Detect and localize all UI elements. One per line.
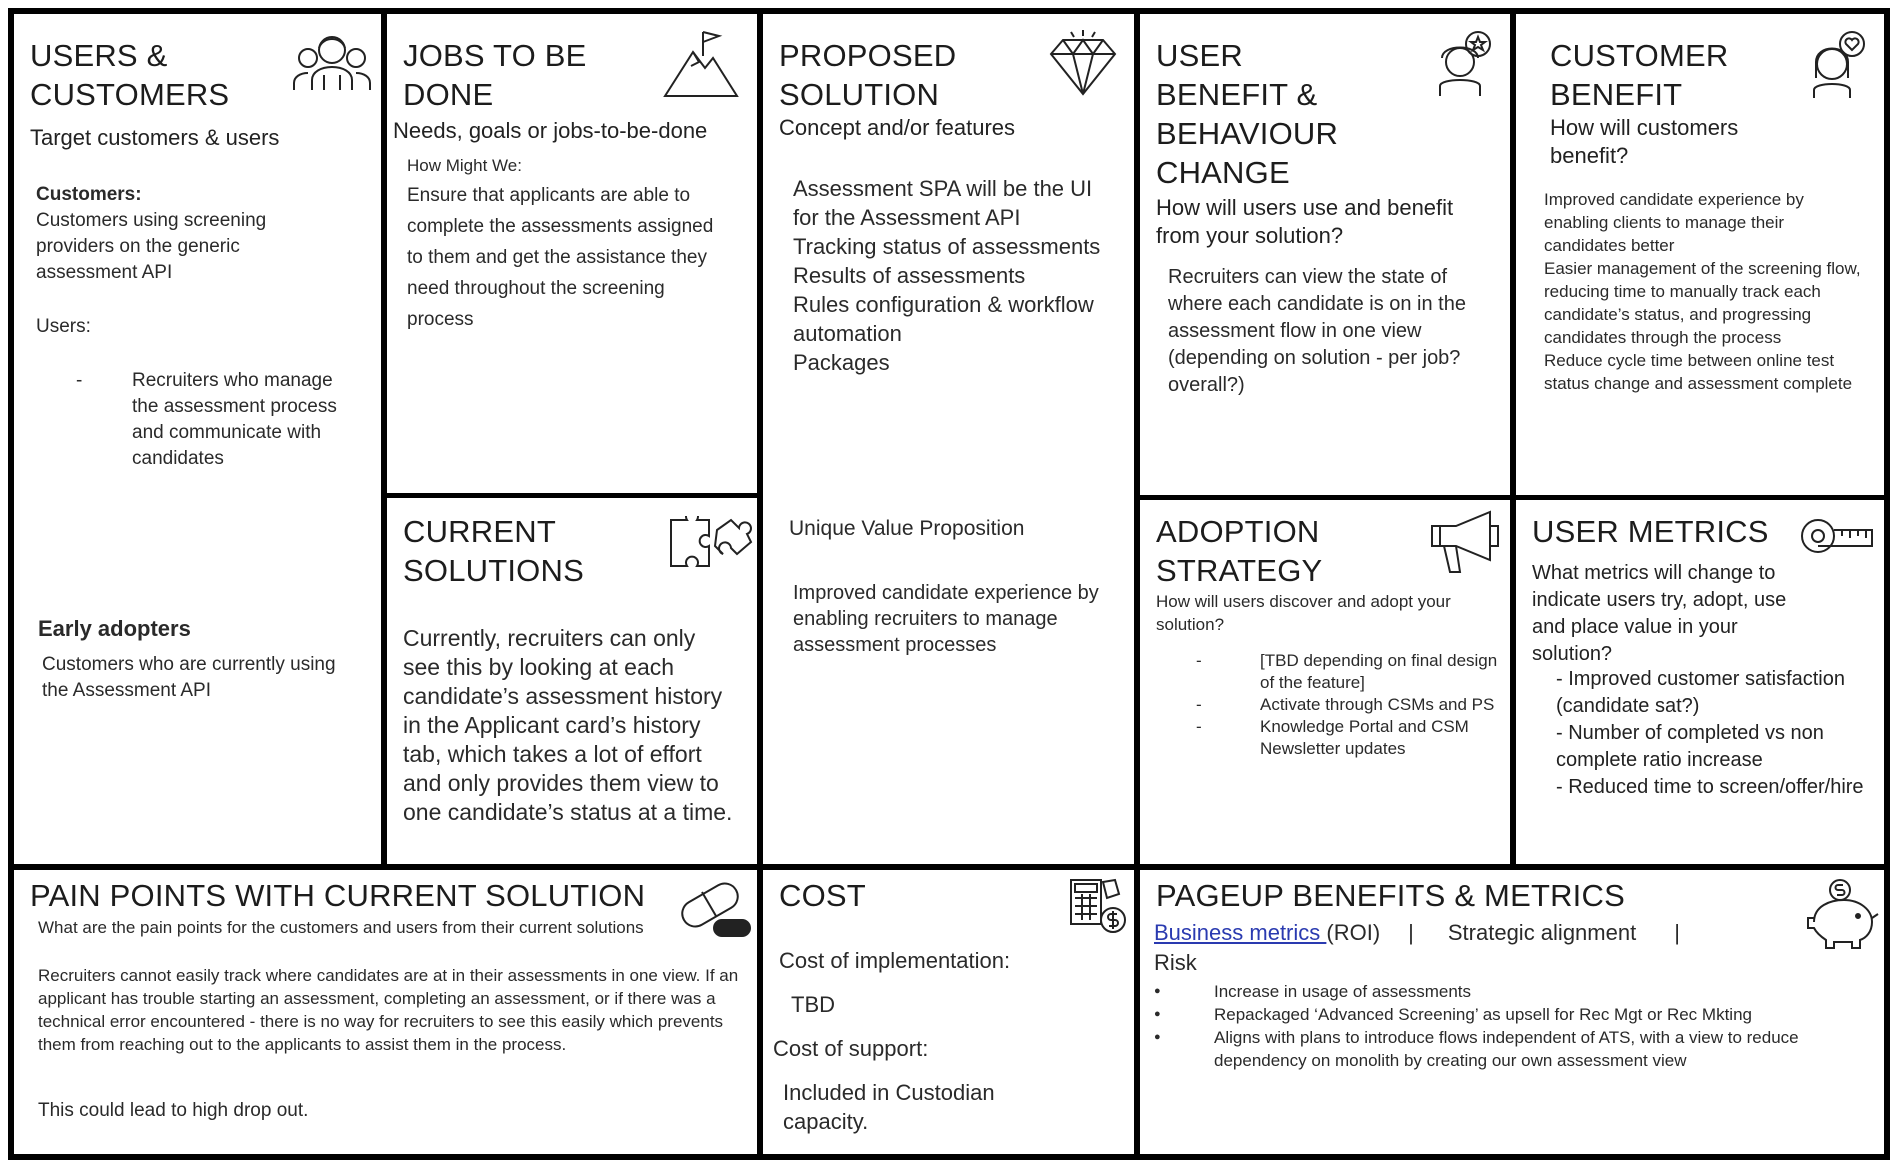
feature-item: Assessment SPA will be the UI for the Assessment API: [793, 176, 1093, 230]
title-line: CURRENT: [403, 514, 556, 549]
puzzle-icon: [669, 516, 753, 572]
cost-support-label: Cost of support:: [773, 1036, 929, 1061]
customers-heading-text: Customers:: [36, 184, 142, 205]
title-line: CUSTOMERS: [30, 77, 230, 112]
current-solutions-section: [387, 498, 757, 864]
title-line: JOBS TO BE: [403, 38, 587, 73]
how-might-we: How Might We:: [407, 156, 522, 175]
strategic-alignment-label: Strategic alignment: [1447, 920, 1637, 945]
uvp-heading: Unique Value Proposition: [789, 517, 1025, 540]
user-benefit-section: [1140, 14, 1510, 495]
metric-item: - Number of completed vs non complete ratio increase: [1556, 722, 1824, 771]
user-benefit-subtitle: How will users use and benefit from your solution?: [1156, 195, 1454, 248]
features-list: [793, 174, 1113, 377]
title-line: DONE: [403, 77, 494, 112]
title-line: PROPOSED: [779, 38, 957, 73]
megaphone-icon: [1430, 510, 1502, 576]
separator: |: [1674, 920, 1680, 945]
adoption-list: [1196, 650, 1506, 760]
jobs-text: Ensure that applicants are able to complete the assessments assigned to them and get the assistance they need throughout the screening process: [407, 185, 714, 330]
title-line: CUSTOMER: [1550, 38, 1729, 73]
pill-icon: [674, 878, 754, 940]
list-item: - Knowledge Portal and CSM Newsletter updates: [1196, 716, 1506, 760]
current-solutions-title: [403, 512, 584, 590]
roi-label: (ROI): [1326, 920, 1381, 945]
separator: |: [1408, 920, 1414, 945]
proposed-subtitle: Concept and/or features: [779, 115, 1016, 140]
customer-benefit-text: Improved candidate experience by enabling clients to manage their candidates better Easier management of the screening flow, reducing time to manually track each candidate’s status, and progressing candidates through the process Reduce cycle time between online test status change and assessment complete: [1544, 190, 1861, 393]
metric-item: - Reduced time to screen/offer/hire: [1556, 776, 1864, 798]
list-item: - Activate through CSMs and PS: [1196, 694, 1506, 716]
person-heart-icon: [1804, 28, 1868, 100]
pageup-title: PAGEUP BENEFITS & METRICS: [1156, 878, 1625, 913]
mountain-flag-icon: [663, 28, 739, 100]
pain-points-text: Recruiters cannot easily track where candidates are at in their assessments in one view. If an applicant has trouble starting an assessment, completing an assessment, or if there was a technical error encountered - there is no way for recruiters to see this easily which prevents them from reaching out to the applicants to assist them in the process.: [38, 966, 739, 1054]
customers-text: Customers using screening providers on the generic assessment API: [36, 210, 267, 283]
pageup-metric-links: [1154, 918, 1680, 947]
metric-item: - Improved customer satisfaction (candidate sat?): [1556, 668, 1845, 717]
people-group-icon: [292, 30, 372, 92]
adoption-strategy-section: [1140, 500, 1510, 864]
proposed-solution-title: [779, 36, 956, 114]
user-metrics-title: [1532, 512, 1769, 551]
risk-label: Risk: [1154, 950, 1197, 975]
user-benefit-title: [1156, 36, 1338, 192]
feature-item: Rules configuration & workflow automation: [793, 292, 1094, 346]
cost-section: [763, 870, 1134, 1154]
piggy-bank-icon: [1806, 878, 1880, 950]
title-line: CHANGE: [1156, 155, 1290, 190]
title-line: USER: [1156, 38, 1243, 73]
customer-benefit-subtitle: How will customers benefit?: [1550, 115, 1739, 168]
cost-impl-value: TBD: [791, 992, 835, 1017]
business-metrics-link[interactable]: Business metrics: [1154, 920, 1327, 945]
early-adopters-heading-text: Early adopters: [38, 616, 191, 641]
current-solutions-text: Currently, recruiters can only see this by looking at each candidate’s assessment history in the Applicant card’s history tab, which takes a lot of effort and only provides them view to one candidate’s status at a time.: [403, 625, 733, 825]
feature-item: Packages: [793, 350, 890, 375]
feature-item: Tracking status of assessments: [793, 234, 1101, 259]
title-line: SOLUTION: [779, 77, 940, 112]
border-right: [1884, 8, 1890, 1160]
pain-points-title: PAIN POINTS WITH CURRENT SOLUTION: [30, 878, 646, 913]
adoption-title: [1156, 512, 1322, 590]
customer-benefit-section: [1516, 14, 1884, 495]
user-metrics-subtitle: What metrics will change to indicate users try, adopt, use and place value in your solution?: [1532, 562, 1787, 665]
list-item: ● Aligns with plans to introduce flows independent of ATS, with a view to reduce dependency on monolith by creating our own assessment view: [1154, 1026, 1874, 1072]
pain-points-section: [14, 870, 757, 1154]
users-customers-title: [30, 36, 229, 114]
tape-measure-icon: [1800, 516, 1874, 560]
pain-points-text2: This could lead to high drop out.: [38, 1100, 309, 1121]
uvp-text: Improved candidate experience by enabling recruiters to manage assessment processes: [793, 582, 1099, 656]
pain-points-subtitle: What are the pain points for the customers and users from their current solutions: [38, 918, 644, 937]
list-item: ● Repackaged ‘Advanced Screening’ as upsell for Rec Mgt or Rec Mkting: [1154, 1003, 1874, 1026]
cost-impl-label: Cost of implementation:: [779, 948, 1011, 973]
early-adopters-text: Customers who are currently using the Assessment API: [42, 654, 336, 701]
jobs-to-be-done-section: [387, 14, 757, 493]
users-customers-section: [14, 14, 381, 864]
title-line: USER METRICS: [1532, 514, 1769, 549]
user-benefit-text: Recruiters can view the state of where each candidate is on in the assessment flow in one view (depending on solution - per job? overall?): [1168, 266, 1466, 396]
feature-item: Results of assessments: [793, 263, 1026, 288]
users-customers-subtitle: Target customers & users: [30, 125, 280, 150]
proposed-solution-section: [763, 14, 1134, 864]
border-bottom: [8, 1154, 1890, 1160]
customer-benefit-title: [1550, 36, 1728, 114]
early-adopters-heading: [38, 614, 191, 643]
title-line: BENEFIT &: [1156, 77, 1318, 112]
user-metrics-section: [1516, 500, 1884, 864]
users-list: [76, 368, 346, 472]
user-metrics-list: [1556, 666, 1866, 801]
pageup-list: [1154, 980, 1874, 1072]
title-line: BEHAVIOUR: [1156, 116, 1339, 151]
title-line: BENEFIT: [1550, 77, 1683, 112]
title-line: ADOPTION: [1156, 514, 1320, 549]
jobs-subtitle: Needs, goals or jobs-to-be-done: [393, 118, 708, 143]
title-line: STRATEGY: [1156, 553, 1323, 588]
jobs-title: [403, 36, 586, 114]
customers-heading: [36, 182, 142, 208]
title-line: SOLUTIONS: [403, 553, 584, 588]
title-line: USERS &: [30, 38, 168, 73]
list-item: - [TBD depending on final design of the feature]: [1196, 650, 1506, 694]
cost-title: COST: [779, 878, 866, 913]
cost-support-value: Included in Custodian capacity.: [783, 1080, 995, 1134]
pageup-benefits-section: [1140, 870, 1884, 1154]
diamond-icon: [1047, 28, 1119, 98]
list-item: - Recruiters who manage the assessment process and communicate with candidates: [76, 368, 346, 472]
adoption-subtitle: How will users discover and adopt your solution?: [1156, 592, 1451, 634]
list-item: ● Increase in usage of assessments: [1154, 980, 1874, 1003]
user-star-icon: [1432, 28, 1496, 98]
calculator-money-icon: [1069, 878, 1129, 936]
users-heading: Users:: [36, 316, 91, 337]
